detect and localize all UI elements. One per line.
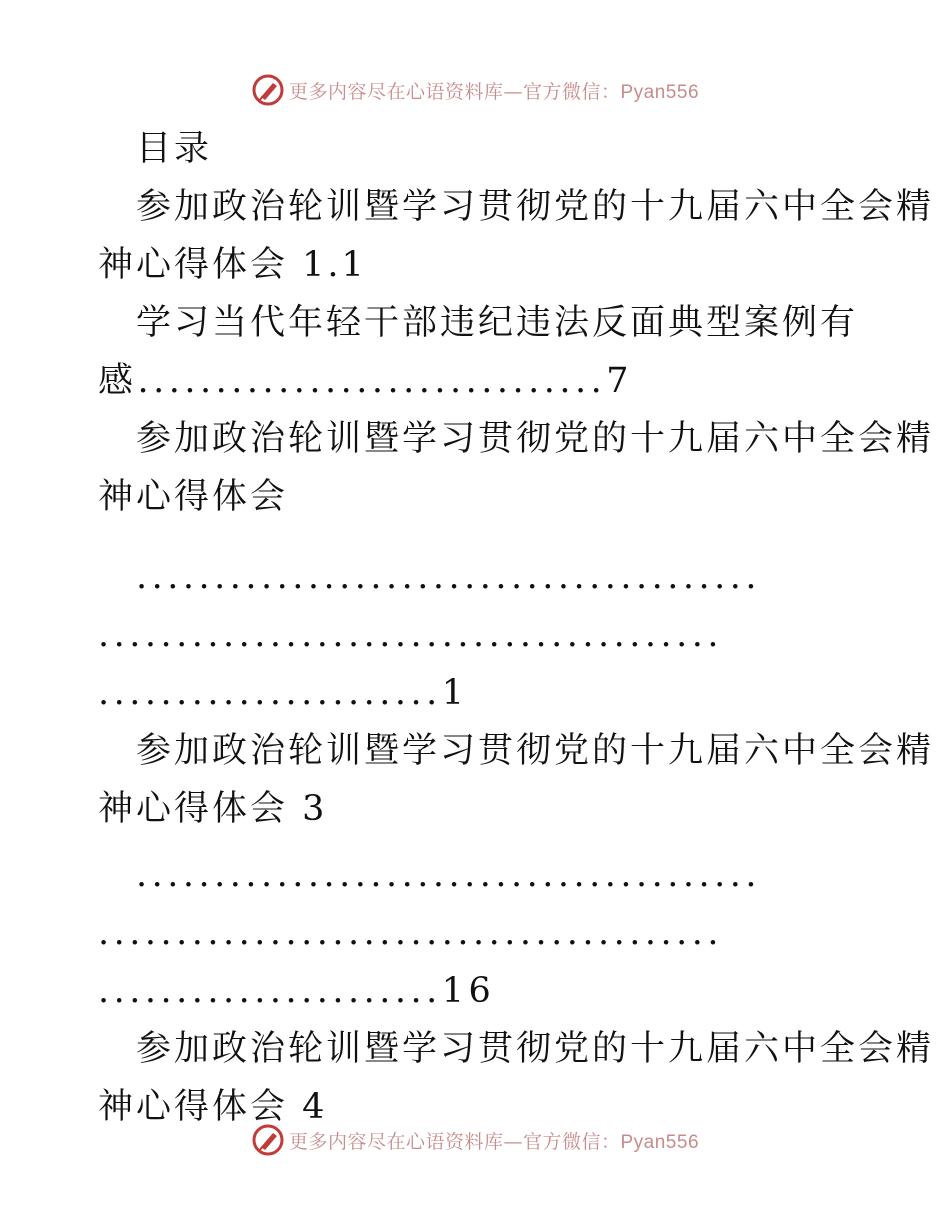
toc-entry-3-dots-3: ......................1: [98, 673, 469, 713]
toc-entry-3-line-2: 神心得体会: [98, 477, 289, 517]
toc-entry-5-line-2: 神心得体会 4: [98, 1087, 328, 1127]
toc: [98, 120, 935, 1136]
header-banner: [0, 70, 950, 110]
toc-entry-1-line-1: 参加政治轮训暨学习贯彻党的十九届六中全会精: [136, 187, 935, 227]
pen-logo-icon: [251, 1123, 285, 1157]
toc-entry-3-dots-1: ........................................: [136, 557, 762, 597]
toc-entry-3-line-1: 参加政治轮训暨学习贯彻党的十九届六中全会精: [136, 419, 935, 459]
toc-entry-4-line-1: 参加政治轮训暨学习贯彻党的十九届六中全会精: [136, 731, 935, 771]
toc-entry-2-line-1: 学习当代年轻干部违纪违法反面典型案例有: [136, 303, 859, 343]
toc-entry-5-line-1: 参加政治轮训暨学习贯彻党的十九届六中全会精: [136, 1029, 935, 1069]
toc-entry-4-dots-1: ........................................: [136, 855, 762, 895]
banner-text: 更多内容尽在心语资料库—官方微信：Pyan556: [288, 80, 700, 103]
toc-entry-1-line-2: 神心得体会 1.1: [98, 245, 367, 285]
toc-entry-4-line-2: 神心得体会 3: [98, 789, 328, 829]
pen-logo-icon: [251, 73, 285, 107]
toc-entry-4-dots-3: ......................16: [98, 971, 496, 1011]
toc-heading: 目录: [136, 129, 213, 169]
toc-entry-2-line-2: 感..............................7: [98, 361, 634, 401]
toc-entry-4-dots-2: ........................................: [98, 913, 724, 953]
banner-text: 更多内容尽在心语资料库—官方微信：Pyan556: [288, 1130, 700, 1153]
toc-entry-3-dots-2: ........................................: [98, 615, 724, 655]
footer-banner: [0, 1120, 950, 1160]
